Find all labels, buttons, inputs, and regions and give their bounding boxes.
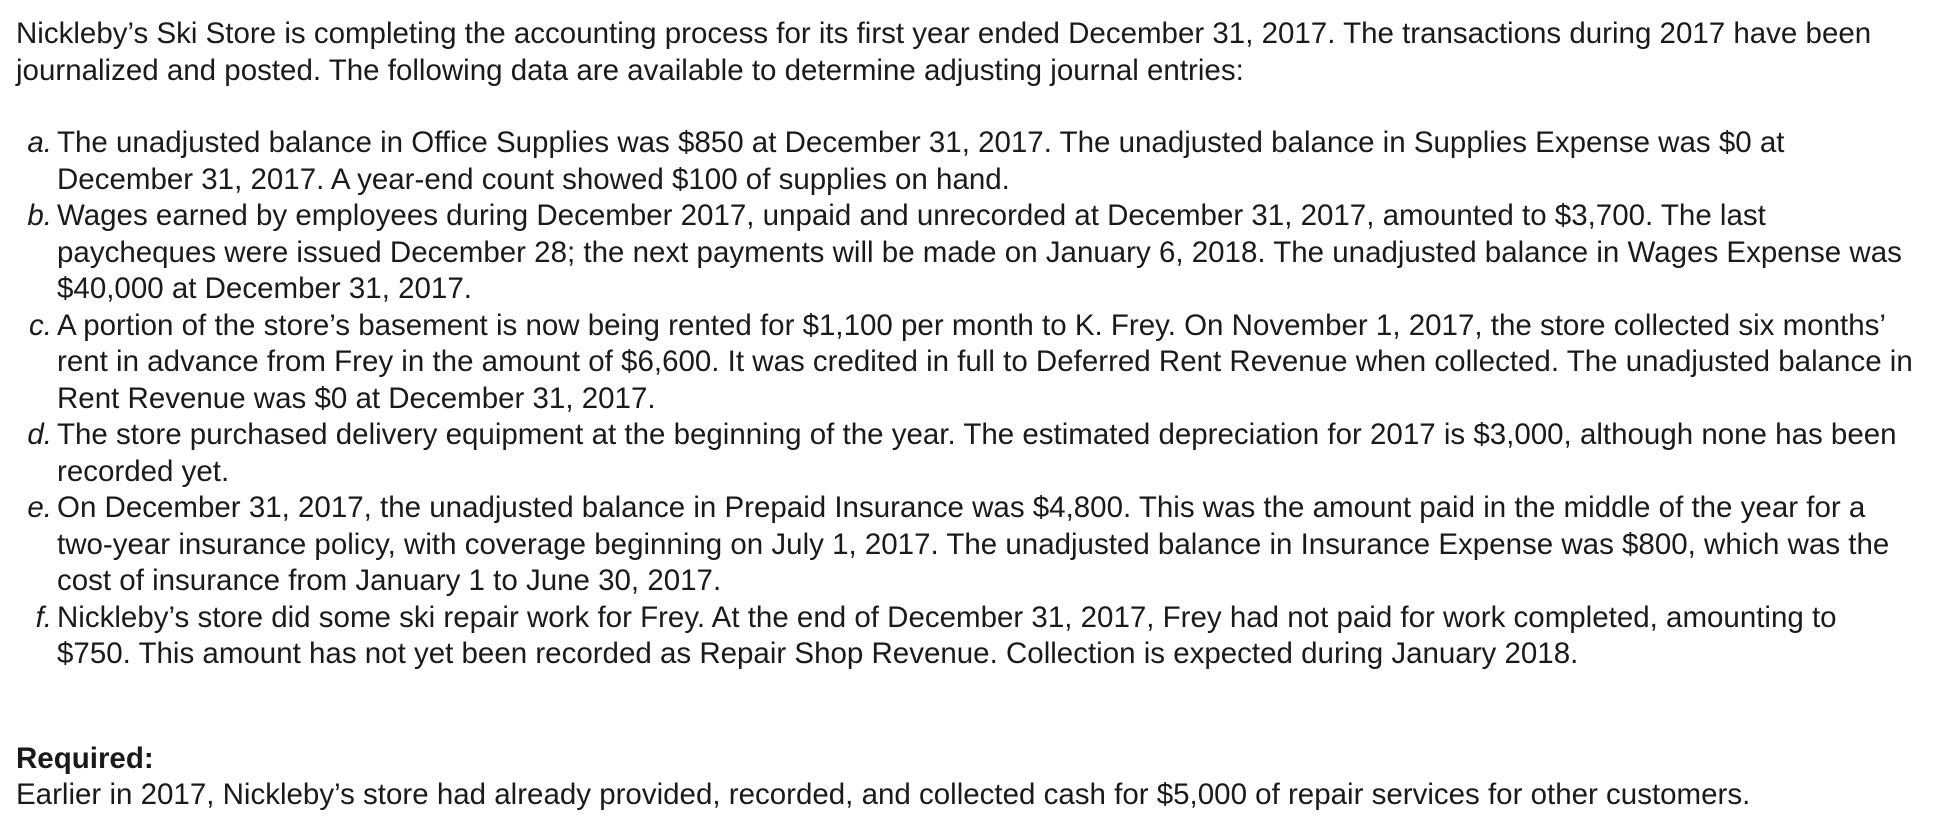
item-marker: d. (27, 418, 52, 451)
item-text: The store purchased delivery equipment at the beginning of the year. The estimated depreciation for 2017 is $3,000, although none has been recorded yet. (57, 418, 1897, 488)
list-item (16, 198, 1916, 308)
required-heading: Required: (16, 741, 154, 775)
item-text: Wages earned by employees during December 2017, unpaid and unrecorded at December 31, 2017, amounted to $3,700. The last paycheques were issued December 28; the next payments will be made on January 6, 2018. The unadjusted balance in Wages Expense was $40,000 at December 31, 2017. (57, 199, 1902, 305)
list-item (16, 490, 1916, 600)
list-item (16, 600, 1916, 673)
required-section (16, 741, 1916, 814)
item-text: On December 31, 2017, the unadjusted balance in Prepaid Insurance was $4,800. This was the amount paid in the middle of the year for a two-year insurance policy, with coverage beginning on July 1, 2017. The unadjusted balance in Insurance Expense was $800, which was the cost of insurance from January 1 to June 30, 2017. (57, 491, 1890, 597)
item-marker: a. (27, 126, 52, 159)
item-text: The unadjusted balance in Office Supplies was $850 at December 31, 2017. The unadjusted balance in Supplies Expense was $0 at December 31, 2017. A year-end count showed $100 of supplies on hand. (57, 126, 1785, 196)
item-marker: c. (29, 308, 52, 342)
item-text: A portion of the store’s basement is now being rented for $1,100 per month to K. Frey. On November 1, 2017, the store collected six months’ rent in advance from Frey in the amount of $6,600. It was credited in full to Deferred Rent Revenue when collected. The unadjusted balance in Rent Revenue was $0 at December 31, 2017. (57, 308, 1913, 415)
item-marker: b. (27, 199, 52, 232)
problem-document (16, 16, 1916, 814)
adjustment-data-list (16, 125, 1916, 673)
required-text: Earlier in 2017, Nickleby’s store had already provided, recorded, and collected cash for $5,000 of repair services for other customers. (16, 778, 1751, 811)
intro-paragraph: Nickleby’s Ski Store is completing the accounting process for its first year ended December 31, 2017. The transactions during 2017 have been journalized and posted. The following data are available to determine adjusting journal entries: (16, 17, 1872, 87)
list-item (16, 417, 1916, 490)
list-item (16, 125, 1916, 198)
item-marker: e. (27, 491, 52, 524)
item-marker: f. (35, 600, 52, 634)
item-text: Nickleby’s store did some ski repair work for Frey. At the end of December 31, 2017, Frey had not paid for work completed, amounting to $750. This amount has not yet been recorded as Repair Shop Revenue. Collection is expected during January 2018. (57, 600, 1837, 670)
list-item (16, 308, 1916, 418)
